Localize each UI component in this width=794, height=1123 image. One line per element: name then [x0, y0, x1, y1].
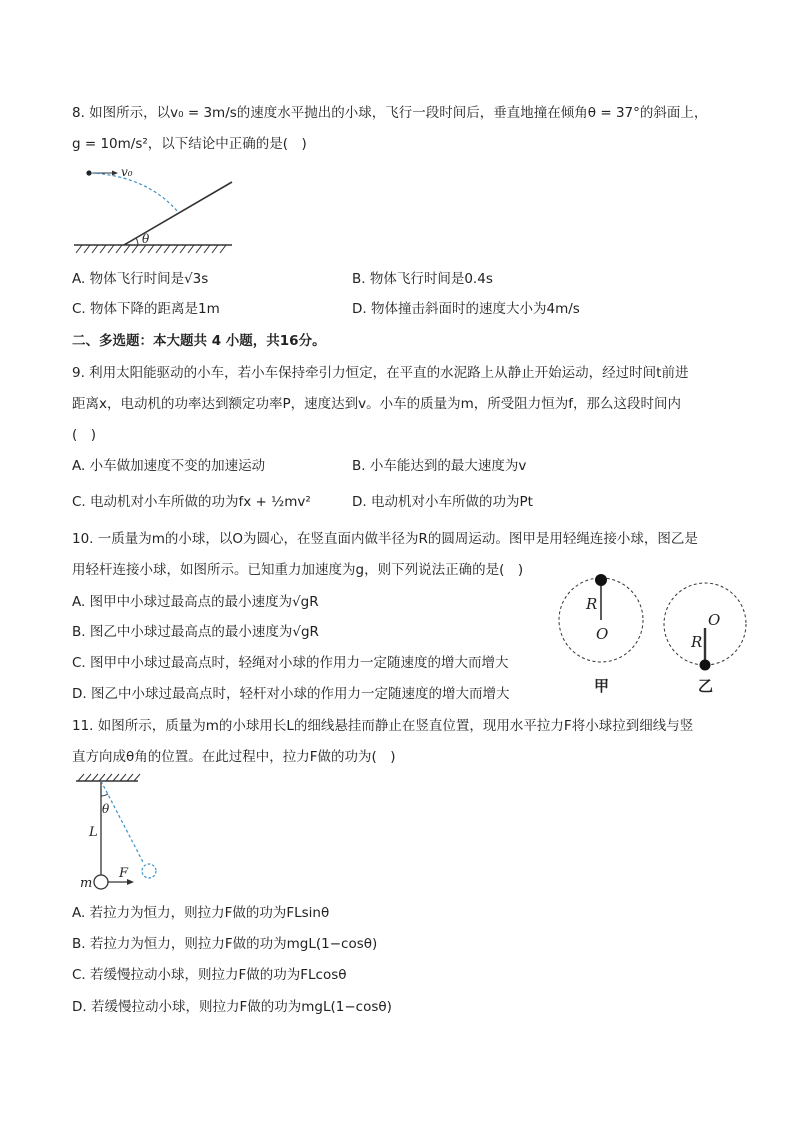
r-label-yi: R: [691, 633, 703, 651]
q11-option-c: C. 若缓慢拉动小球，则拉力F做的功为FLcosθ: [72, 967, 347, 983]
q9-option-b: B. 小车能达到的最大速度为v: [352, 458, 527, 474]
q11-option-b: B. 若拉力为恒力，则拉力F做的功为mgL(1−cosθ): [72, 936, 378, 952]
q10-option-d: D. 图乙中小球过最高点时，轻杆对小球的作用力一定随速度的增大而增大: [72, 686, 510, 702]
m-label: m: [80, 876, 93, 891]
theta-label: θ: [102, 802, 110, 816]
label-yi: 乙: [698, 677, 714, 695]
q8-stem-line1: 8. 如图所示，以v₀ = 3m/s的速度水平抛出的小球，飞行一段时间后，垂直地撞在倾角θ = 37°的斜面上，: [72, 105, 708, 121]
string-displaced: [101, 781, 144, 864]
q10-figure-circles: [555, 570, 755, 700]
q10-stem-line1: 10. 一质量为m的小球，以O为圆心，在竖直面内做半径为R的圆周运动。图甲是用轻绳连接小球，图乙是: [72, 531, 698, 547]
force-arrowhead: [127, 879, 134, 885]
angle-arc: [101, 794, 108, 796]
q9-stem-line2: 距离x，电动机的功率达到额定功率P，速度达到v。小车的质量为m，所受阻力恒为f，那么这段时间内: [72, 396, 682, 412]
q8-stem-line2: g = 10m/s²，以下结论中正确的是( ): [72, 136, 307, 152]
label-jia: 甲: [594, 677, 610, 695]
v0-label: v₀: [121, 165, 133, 179]
ceiling-hatching: [78, 774, 140, 781]
velocity-arrowhead: [112, 171, 118, 176]
q10-option-a: A. 图甲中小球过最高点的最小速度为√gR: [72, 594, 319, 610]
q9-stem-line1: 9. 利用太阳能驱动的小车，若小车保持牵引力恒定，在平直的水泥路上从静止开始运动，经过时间t前进: [72, 365, 689, 381]
theta-label: θ: [142, 232, 150, 246]
ball: [94, 875, 108, 889]
ball: [86, 170, 91, 175]
o-label-yi: O: [708, 611, 721, 629]
o-label-jia: O: [596, 625, 609, 643]
q9-stem-line3: ( ): [72, 427, 97, 443]
q10-option-b: B. 图乙中小球过最高点的最小速度为√gR: [72, 624, 319, 640]
incline-line: [124, 182, 232, 245]
f-label: F: [119, 866, 129, 881]
q8-figure-incline: [72, 162, 247, 258]
q11-option-a: A. 若拉力为恒力，则拉力F做的功为FLsinθ: [72, 905, 330, 921]
q10-stem-line2: 用轻杆连接小球，如图所示。已知重力加速度为g，则下列说法正确的是( ): [72, 562, 524, 578]
ground-hatching: [76, 245, 226, 253]
q11-stem-line1: 11. 如图所示，质量为m的小球用长L的细线悬挂而静止在竖直位置，现用水平拉力F将小球拉到细线与竖: [72, 718, 694, 734]
q8-option-a: A. 物体飞行时间是√3s: [72, 271, 209, 287]
section-heading: 二、多选题：本大题共 4 小题，共16分。: [72, 333, 326, 349]
q11-option-d: D. 若缓慢拉动小球，则拉力F做的功为mgL(1−cosθ): [72, 999, 392, 1015]
q9-option-a: A. 小车做加速度不变的加速运动: [72, 458, 266, 474]
ball-displaced: [142, 864, 156, 878]
q10-option-c: C. 图甲中小球过最高点时，轻绳对小球的作用力一定随速度的增大而增大: [72, 655, 509, 671]
q8-option-d: D. 物体撞击斜面时的速度大小为4m/s: [352, 301, 580, 317]
ball-jia: [595, 574, 607, 586]
q9-option-c: C. 电动机对小车所做的功为fx + ½mv²: [72, 494, 311, 510]
ball-yi: [700, 660, 711, 671]
q11-stem-line2: 直方向成θ角的位置。在此过程中，拉力F做的功为( ): [72, 749, 396, 765]
angle-arc: [136, 238, 138, 245]
q8-option-b: B. 物体飞行时间是0.4s: [352, 271, 493, 287]
q9-option-d: D. 电动机对小车所做的功为Pt: [352, 494, 533, 510]
r-label-jia: R: [586, 595, 598, 613]
l-label: L: [89, 825, 98, 840]
trajectory: [91, 173, 178, 212]
q11-figure-pendulum: [72, 772, 172, 897]
q8-option-c: C. 物体下降的距离是1m: [72, 301, 220, 317]
